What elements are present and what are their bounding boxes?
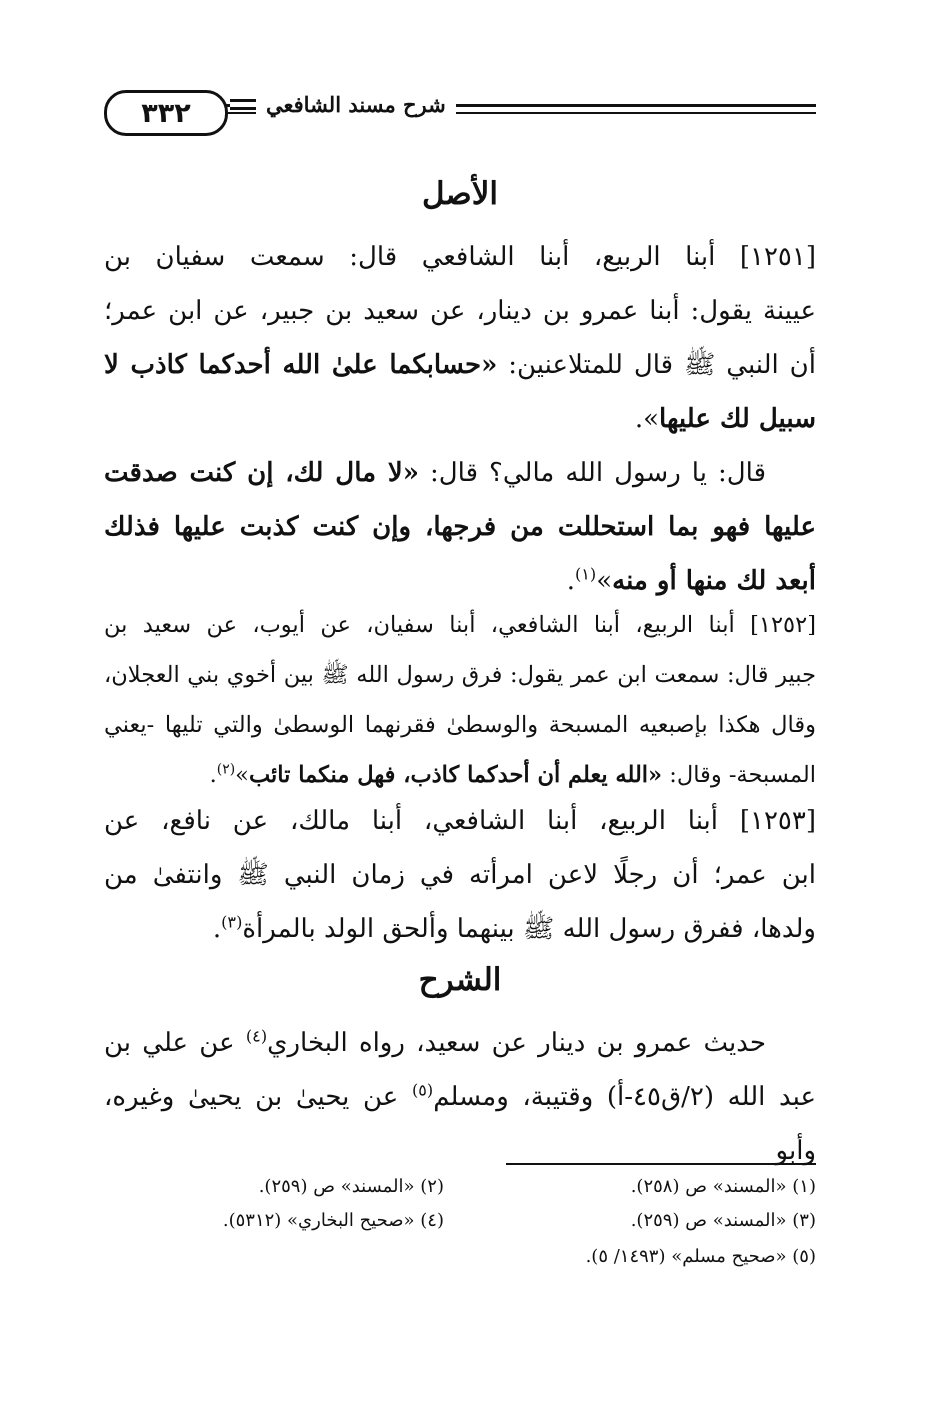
- section-heading-sharh: الشرح: [418, 962, 502, 998]
- text-line: عيينة يقول: أبنا عمرو بن دينار، عن سعيد بن جبير، عن ابن عمر؛: [104, 296, 816, 326]
- text-line: سبيل لك عليها».: [634, 404, 816, 434]
- text-line: عبد الله (٢/ق٤٥-أ) وقتيبة، ومسلم$^{(٥)}$ عن يحيىٰ بن يحيىٰ وغيره، وأبو: [104, 1080, 816, 1166]
- hadith-1252: [104, 600, 816, 800]
- commentary: [104, 1016, 816, 1178]
- text-line: أن النبي ﷺ قال للمتلاعنين: «حسابكما علىٰ الله أحدكما كاذب لا: [104, 350, 816, 380]
- text-line: أبعد لك منها أو منه»$^{(١)}$.: [566, 564, 816, 596]
- text-line: حديث عمرو بن دينار عن سعيد، رواه البخاري$^{(٤)}$ عن علي بن: [104, 1026, 766, 1058]
- footnote-2: (٢) «المسند» ص (٢٥٩).: [258, 1176, 444, 1197]
- hadith-1251: [104, 230, 816, 608]
- footnote-4: (٤) «صحيح البخاري» (٥٣١٢).: [222, 1210, 444, 1231]
- footnote-ref: (٣): [221, 912, 243, 932]
- footnote-5: (٥) «صحيح مسلم» (١٤٩٣/ ٥).: [585, 1246, 816, 1267]
- text-line: [١٢٥١] أبنا الربيع، أبنا الشافعي قال: سمعت سفيان بن: [104, 242, 816, 272]
- running-title: شرح مسند الشافعي: [256, 92, 456, 117]
- footnote-separator: [506, 1163, 816, 1165]
- text-line: وقال هكذا بإصبعيه المسبحة والوسطىٰ فقرنهما الوسطىٰ والتي تليها -يعني: [104, 712, 816, 738]
- hadith-1253: [104, 794, 816, 956]
- text-line: عليها فهو بما استحللت من فرجها، وإن كنت كذبت عليها فذلك: [104, 512, 816, 542]
- text-line: جبير قال: سمعت ابن عمر يقول: فرق رسول الله ﷺ بين أخوي بني العجلان،: [104, 662, 816, 688]
- footnote-ref: (٤): [245, 1026, 268, 1046]
- footnote-ref: (١): [574, 564, 597, 584]
- footnote-ref: (٥): [411, 1080, 434, 1100]
- header-ornament-icon: [230, 99, 256, 110]
- footnote-ref: (٢): [216, 761, 236, 778]
- footnote-3: (٣) «المسند» ص (٢٥٩).: [630, 1210, 816, 1231]
- text-line: ولدها، ففرق رسول الله ﷺ بينهما وألحق الولد بالمرأة$^{(٣)}$.: [212, 912, 816, 944]
- text-line: [١٢٥٢] أبنا الربيع، أبنا الشافعي، أبنا سفيان، عن أيوب، عن سعيد بن: [104, 612, 816, 638]
- page-number: ٣٣٢: [104, 90, 228, 136]
- footnote-1: (١) «المسند» ص (٢٥٨).: [630, 1176, 816, 1197]
- text-line: [١٢٥٣] أبنا الربيع، أبنا الشافعي، أبنا مالك، عن نافع، عن: [104, 806, 816, 836]
- text-line: قال: يا رسول الله مالي؟ قال: «لا مال لك، إن كنت صدقت: [104, 458, 766, 488]
- section-heading-asl: الأصل: [421, 176, 499, 212]
- text-line: المسبحة- وقال: «الله يعلم أن أحدكما كاذب، فهل منكما تائب»$^{(٢)}$.: [209, 761, 816, 788]
- text-line: ابن عمر؛ أن رجلًا لاعن امرأته في زمان النبي ﷺ وانتفىٰ من: [104, 860, 816, 890]
- running-header: [104, 86, 816, 142]
